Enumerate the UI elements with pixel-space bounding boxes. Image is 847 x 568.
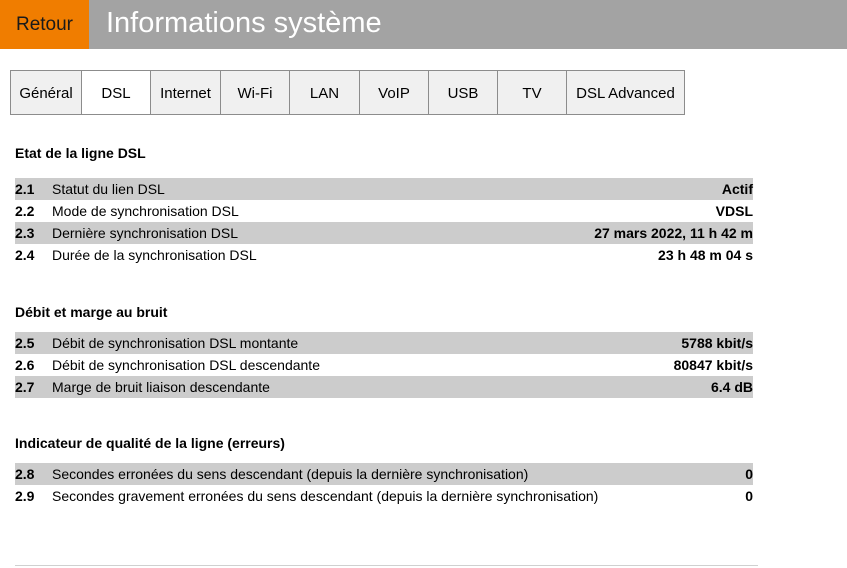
row-label: Marge de bruit liaison descendante xyxy=(52,379,270,395)
row-label: Dernière synchronisation DSL xyxy=(52,225,238,241)
row-label: Débit de synchronisation DSL descendante xyxy=(52,357,320,373)
row-value: VDSL xyxy=(715,203,753,219)
tab-dsl[interactable]: DSL xyxy=(82,70,151,115)
row-number: 2.6 xyxy=(15,357,35,373)
tab-bar xyxy=(10,70,685,115)
tab-general[interactable]: Général xyxy=(10,70,82,115)
info-row xyxy=(15,332,753,354)
row-value: 23 h 48 m 04 s xyxy=(658,247,753,263)
row-value: Actif xyxy=(721,181,753,197)
section-title-line-quality: Indicateur de qualité de la ligne (erreurs) xyxy=(15,435,285,451)
row-number: 2.1 xyxy=(15,181,35,197)
row-value: 5788 kbit/s xyxy=(681,335,753,351)
row-value: 0 xyxy=(745,488,753,504)
tab-wifi[interactable]: Wi-Fi xyxy=(221,70,290,115)
row-number: 2.9 xyxy=(15,488,35,504)
header-bar xyxy=(0,0,847,49)
info-row xyxy=(15,244,753,266)
section-title-rate-margin: Débit et marge au bruit xyxy=(15,304,168,320)
page-title: Informations système xyxy=(106,7,382,39)
footer-divider xyxy=(15,565,758,566)
row-number: 2.5 xyxy=(15,335,35,351)
info-row xyxy=(15,178,753,200)
tab-internet[interactable]: Internet xyxy=(151,70,221,115)
row-number: 2.2 xyxy=(15,203,35,219)
row-number: 2.4 xyxy=(15,247,35,263)
row-value: 27 mars 2022, 11 h 42 m xyxy=(594,225,753,241)
info-row xyxy=(15,200,753,222)
section-title-line-status: Etat de la ligne DSL xyxy=(15,145,146,161)
info-row xyxy=(15,463,753,485)
info-row xyxy=(15,485,753,507)
row-number: 2.8 xyxy=(15,466,35,482)
info-row xyxy=(15,376,753,398)
row-number: 2.7 xyxy=(15,379,35,395)
row-label: Statut du lien DSL xyxy=(52,181,165,197)
tab-lan[interactable]: LAN xyxy=(290,70,360,115)
back-button[interactable]: Retour xyxy=(0,0,89,49)
row-label: Secondes gravement erronées du sens descendant (depuis la dernière synchronisation) xyxy=(52,488,599,504)
info-row xyxy=(15,222,753,244)
dsl-info-panel xyxy=(15,138,753,507)
row-label: Secondes erronées du sens descendant (depuis la dernière synchronisation) xyxy=(52,466,529,482)
tab-voip[interactable]: VoIP xyxy=(360,70,429,115)
row-value: 0 xyxy=(745,466,753,482)
row-label: Mode de synchronisation DSL xyxy=(52,203,239,219)
row-label: Débit de synchronisation DSL montante xyxy=(52,335,299,351)
tab-usb[interactable]: USB xyxy=(429,70,498,115)
tab-tv[interactable]: TV xyxy=(498,70,567,115)
row-value: 80847 kbit/s xyxy=(673,357,753,373)
row-label: Durée de la synchronisation DSL xyxy=(52,247,257,263)
row-number: 2.3 xyxy=(15,225,35,241)
tab-dsl-advanced[interactable]: DSL Advanced xyxy=(567,70,685,115)
info-row xyxy=(15,354,753,376)
row-value: 6.4 dB xyxy=(710,379,753,395)
